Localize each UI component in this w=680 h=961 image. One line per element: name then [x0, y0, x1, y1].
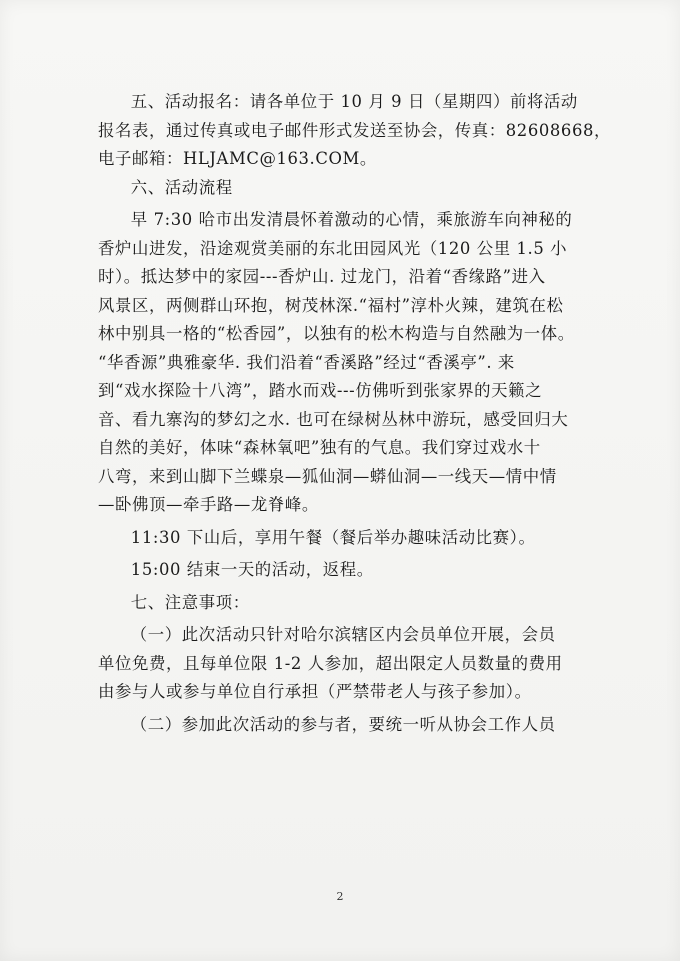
text-line: （二）参加此次活动的参与者，要统一听从协会工作人员	[130, 714, 556, 734]
section-6-noon	[98, 524, 598, 553]
text-line: 15:00 结束一天的活动，返程。	[130, 560, 374, 579]
text-line: 八弯，来到山脚下兰蝶泉—狐仙洞—蟒仙洞—一线天—情中情	[98, 466, 557, 486]
section-7-item-2	[98, 711, 598, 740]
section-7-heading-block	[98, 589, 598, 618]
text-line: 自然的美好，体味“森林氧吧”独有的气息。我们穿过戏水十	[98, 438, 541, 457]
page-number: 2	[336, 890, 344, 903]
text-line: （一）此次活动只针对哈尔滨辖区内会员单位开展，会员	[130, 625, 556, 644]
section-6-itinerary	[98, 206, 598, 520]
text-line: 单位免费，且每单位限 1-2 人参加，超出限定人员数量的费用	[98, 653, 563, 673]
section-6-end	[98, 556, 598, 585]
text-line: 早 7:30 哈市出发清晨怀着激动的心情，乘旅游车向神秘的	[130, 210, 573, 229]
section-7-item-1	[98, 621, 598, 707]
text-line: 林中别具一格的“松香园”，以独有的松木构造与自然融为一体。	[98, 324, 575, 343]
section-5-registration	[98, 88, 611, 174]
text-line: 到“戏水探险十八湾”，踏水而戏---仿佛听到张家界的天籁之	[98, 381, 543, 400]
section-7-heading: 七、注意事项：	[130, 592, 250, 612]
text-line: 11:30 下山后，享用午餐（餐后举办趣味活动比赛）。	[130, 527, 536, 547]
section-6-heading-block	[98, 174, 598, 203]
text-line: 时）。抵达梦中的家园---香炉山. 过龙门，沿着“香缘路”进入	[98, 267, 546, 286]
text-line: 风景区，两侧群山环抱，树茂林深.“福村”淳朴火辣，建筑在松	[98, 295, 564, 315]
text-line: —卧佛顶—牵手路—龙脊峰。	[98, 495, 319, 514]
text-line: 由参与人或参与单位自行承担（严禁带老人与孩子参加）。	[98, 682, 532, 701]
text-line: 五、活动报名：请各单位于 10 月 9 日（星期四）前将活动	[130, 92, 578, 111]
text-line: 香炉山进发，沿途观赏美丽的东北田园风光（120 公里 1.5 小	[98, 238, 568, 258]
text-line: “华香源”典雅豪华. 我们沿着“香溪路”经过“香溪亭”. 来	[98, 352, 515, 372]
section-6-heading: 六、活动流程	[130, 177, 233, 197]
document-body	[98, 88, 611, 739]
text-line: 电子邮箱：HLJAMC@163.COM。	[98, 149, 377, 168]
text-line: 报名表，通过传真或电子邮件形式发送至协会，传真：82608668，	[98, 120, 611, 140]
text-line: 音、看九寨沟的梦幻之水. 也可在绿树丛林中游玩，感受回归大	[98, 409, 569, 429]
